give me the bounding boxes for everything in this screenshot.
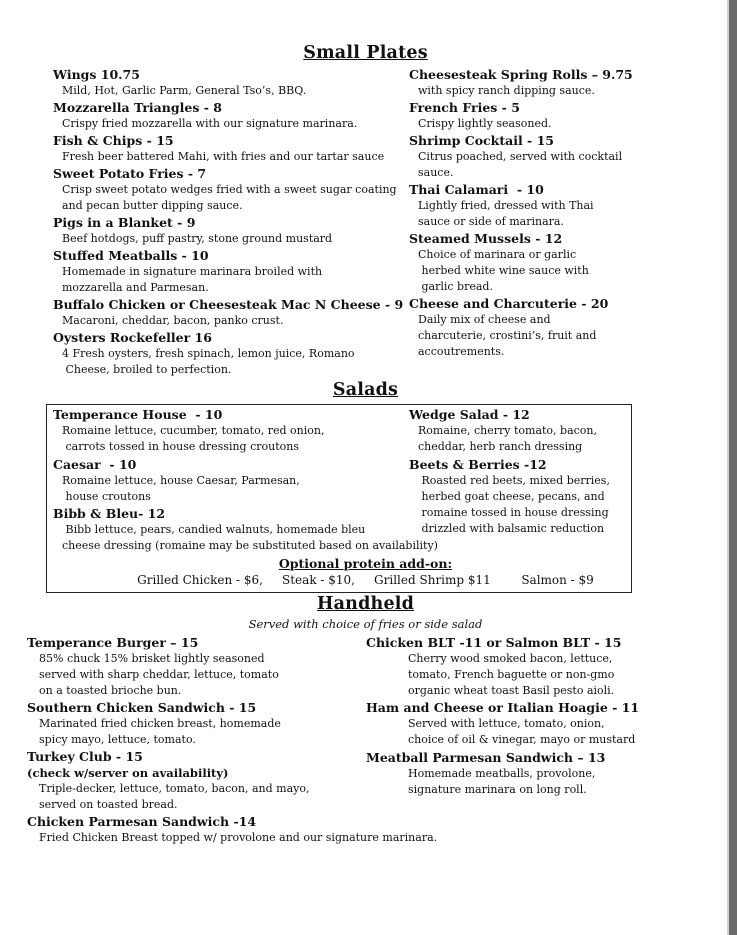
menu-item-desc: herbed goat cheese, pecans, and xyxy=(418,490,605,503)
menu-item xyxy=(53,100,398,132)
menu-item-desc: Cheese, broiled to perfection. xyxy=(62,363,232,376)
menu-item-desc: Triple-decker, lettuce, tomato, bacon, and mayo, xyxy=(39,782,310,795)
menu-item-desc: served with sharp cheddar, lettuce, tomato xyxy=(39,668,279,681)
menu-item-desc: Choice of marinara or garlic xyxy=(418,248,577,261)
handheld-heading: Handheld xyxy=(316,594,415,614)
menu-item xyxy=(409,296,629,360)
menu-item-desc: Crispy lightly seasoned. xyxy=(418,117,552,130)
menu-item-desc: 4 Fresh oysters, fresh spinach, lemon juice, Romano xyxy=(62,347,355,360)
menu-item-title: Stuffed Meatballs - 10 xyxy=(53,248,209,263)
menu-item-note: (check w/server on availability) xyxy=(27,766,229,780)
menu-item xyxy=(53,67,398,99)
menu-item-title: Meatball Parmesan Sandwich – 13 xyxy=(366,750,606,765)
menu-item xyxy=(53,297,404,329)
menu-item-desc: spicy mayo, lettuce, tomato. xyxy=(39,733,196,746)
menu-item-desc: Cherry wood smoked bacon, lettuce, xyxy=(408,652,613,665)
menu-item xyxy=(53,215,398,247)
protein-addon-title: Optional protein add-on: xyxy=(278,556,453,571)
menu-item xyxy=(53,133,398,165)
salads-left-column xyxy=(53,407,438,554)
menu-item-desc: Homemade in signature marinara broiled with xyxy=(62,265,323,278)
menu-item xyxy=(409,231,629,295)
menu-item-title: Sweet Potato Fries - 7 xyxy=(53,166,207,181)
menu-item-desc: Roasted red beets, mixed berries, xyxy=(418,474,610,487)
menu-item xyxy=(409,100,629,132)
menu-item-desc: house croutons xyxy=(62,490,151,503)
menu-item-desc: cheese dressing (romaine may be substituted based on availability) xyxy=(62,539,438,552)
menu-item xyxy=(53,506,438,554)
menu-item-title: Temperance Burger – 15 xyxy=(27,635,199,650)
menu-item-title: Oysters Rockefeller 16 xyxy=(53,330,212,345)
menu-item-title: Ham and Cheese or Italian Hoagie - 11 xyxy=(366,700,640,715)
menu-item-title: Steamed Mussels - 12 xyxy=(409,231,563,246)
small-plates-right-column xyxy=(409,67,633,360)
menu-item-desc: and pecan butter dipping sauce. xyxy=(62,199,243,212)
menu-item-desc: with spicy ranch dipping sauce. xyxy=(418,84,595,97)
salads-right-column xyxy=(409,407,624,537)
menu-item xyxy=(27,814,438,846)
menu-item-title: Cheese and Charcuterie - 20 xyxy=(409,296,609,311)
menu-item-desc: served on toasted bread. xyxy=(39,798,178,811)
menu-item-title: Caesar - 10 xyxy=(53,457,137,472)
menu-item xyxy=(366,700,640,748)
menu-item-desc: carrots tossed in house dressing croutons xyxy=(62,440,299,453)
menu-item-desc: drizzled with balsamic reduction xyxy=(418,522,605,535)
small-plates-left-column xyxy=(53,67,404,378)
menu-item xyxy=(366,750,631,798)
menu-item-title: Buffalo Chicken or Cheesesteak Mac N Cheese - 9 xyxy=(53,297,404,312)
menu-item-title: Temperance House - 10 xyxy=(53,407,223,422)
menu-item-desc: charcuterie, crostini’s, fruit and xyxy=(418,329,597,342)
menu-item-desc: Beef hotdogs, puff pastry, stone ground mustard xyxy=(62,232,333,245)
menu-item-title: Wedge Salad - 12 xyxy=(409,407,530,422)
menu-item-title: Turkey Club - 15 xyxy=(27,749,143,764)
menu-item-title: Thai Calamari - 10 xyxy=(409,182,544,197)
menu-item-desc: sauce or side of marinara. xyxy=(418,215,564,228)
menu-item xyxy=(409,133,629,181)
menu-item-desc: organic wheat toast Basil pesto aioli. xyxy=(408,684,615,697)
handheld-subtitle: Served with choice of fries or side salad xyxy=(248,617,483,631)
menu-item-title: Wings 10.75 xyxy=(53,67,140,82)
menu-item-desc: Citrus poached, served with cocktail xyxy=(418,150,623,163)
menu-item xyxy=(53,330,398,378)
menu-item-desc: herbed white wine sauce with xyxy=(418,264,589,277)
menu-item xyxy=(53,248,398,296)
menu-item-title: Fish & Chips - 15 xyxy=(53,133,174,148)
menu-item xyxy=(53,457,413,505)
menu-item-desc: Marinated fried chicken breast, homemade xyxy=(39,717,281,730)
menu-item xyxy=(409,182,629,230)
menu-item-desc: romaine tossed in house dressing xyxy=(418,506,609,519)
menu-item-desc: Homemade meatballs, provolone, xyxy=(408,767,596,780)
menu-item-title: Cheesesteak Spring Rolls – 9.75 xyxy=(409,67,633,82)
menu-item-desc: Romaine lettuce, house Caesar, Parmesan, xyxy=(62,474,300,487)
menu-item-desc: tomato, French baguette or non-gmo xyxy=(408,668,615,681)
protein-addon-list: Grilled Chicken - $6, Steak - $10, Grilled Shrimp $11 Salmon - $9 xyxy=(137,573,594,587)
menu-item-desc: Macaroni, cheddar, bacon, panko crust. xyxy=(62,314,284,327)
menu-item-title: Southern Chicken Sandwich - 15 xyxy=(27,700,257,715)
page-edge xyxy=(729,0,737,935)
menu-item-title: Mozzarella Triangles - 8 xyxy=(53,100,222,115)
small-plates-heading: Small Plates xyxy=(303,43,428,63)
salads-heading: Salads xyxy=(332,380,399,400)
menu-item-title: Bibb & Bleu- 12 xyxy=(53,506,166,521)
menu-item-title: Chicken Parmesan Sandwich -14 xyxy=(27,814,257,829)
menu-item-title: Chicken BLT -11 or Salmon BLT - 15 xyxy=(366,635,622,650)
menu-item-desc: on a toasted brioche bun. xyxy=(39,684,182,697)
menu-item-desc: signature marinara on long roll. xyxy=(408,783,587,796)
menu-item-desc: Crisp sweet potato wedges fried with a sweet sugar coating xyxy=(62,183,397,196)
menu-item-desc: choice of oil & vinegar, mayo or mustard xyxy=(408,733,636,746)
menu-item-desc: Romaine, cherry tomato, bacon, xyxy=(418,424,598,437)
menu-item xyxy=(53,407,413,455)
menu-item xyxy=(53,166,398,214)
menu-item-desc: Bibb lettuce, pears, candied walnuts, homemade bleu xyxy=(62,523,366,536)
menu-item-title: Shrimp Cocktail - 15 xyxy=(409,133,554,148)
menu-item-desc: Mild, Hot, Garlic Parm, General Tso’s, BBQ. xyxy=(62,84,307,97)
menu-item xyxy=(366,635,631,699)
menu-item-title: Pigs in a Blanket - 9 xyxy=(53,215,196,230)
menu-item-desc: accoutrements. xyxy=(418,345,505,358)
menu-item-title: French Fries - 5 xyxy=(409,100,520,115)
menu-item-desc: Lightly fried, dressed with Thai xyxy=(418,199,594,212)
menu-item-desc: mozzarella and Parmesan. xyxy=(62,281,209,294)
menu-item xyxy=(409,67,633,99)
menu-item-desc: Fresh beer battered Mahi, with fries and our tartar sauce xyxy=(62,150,385,163)
handheld-right-column xyxy=(366,635,640,798)
menu-item-desc: Daily mix of cheese and xyxy=(418,313,551,326)
menu-item-desc: Romaine lettuce, cucumber, tomato, red onion, xyxy=(62,424,325,437)
menu-item-desc: sauce. xyxy=(418,166,454,179)
menu-item xyxy=(409,407,624,455)
menu-item xyxy=(409,457,624,537)
menu-item-desc: Fried Chicken Breast topped w/ provolone and our signature marinara. xyxy=(39,831,438,844)
menu-item-desc: garlic bread. xyxy=(418,280,493,293)
menu-item-desc: Crispy fried mozzarella with our signature marinara. xyxy=(62,117,358,130)
menu-item-desc: Served with lettuce, tomato, onion, xyxy=(408,717,605,730)
menu-item-desc: 85% chuck 15% brisket lightly seasoned xyxy=(39,652,265,665)
menu-item-title: Beets & Berries -12 xyxy=(409,457,547,472)
menu-item-desc: cheddar, herb ranch dressing xyxy=(418,440,583,453)
